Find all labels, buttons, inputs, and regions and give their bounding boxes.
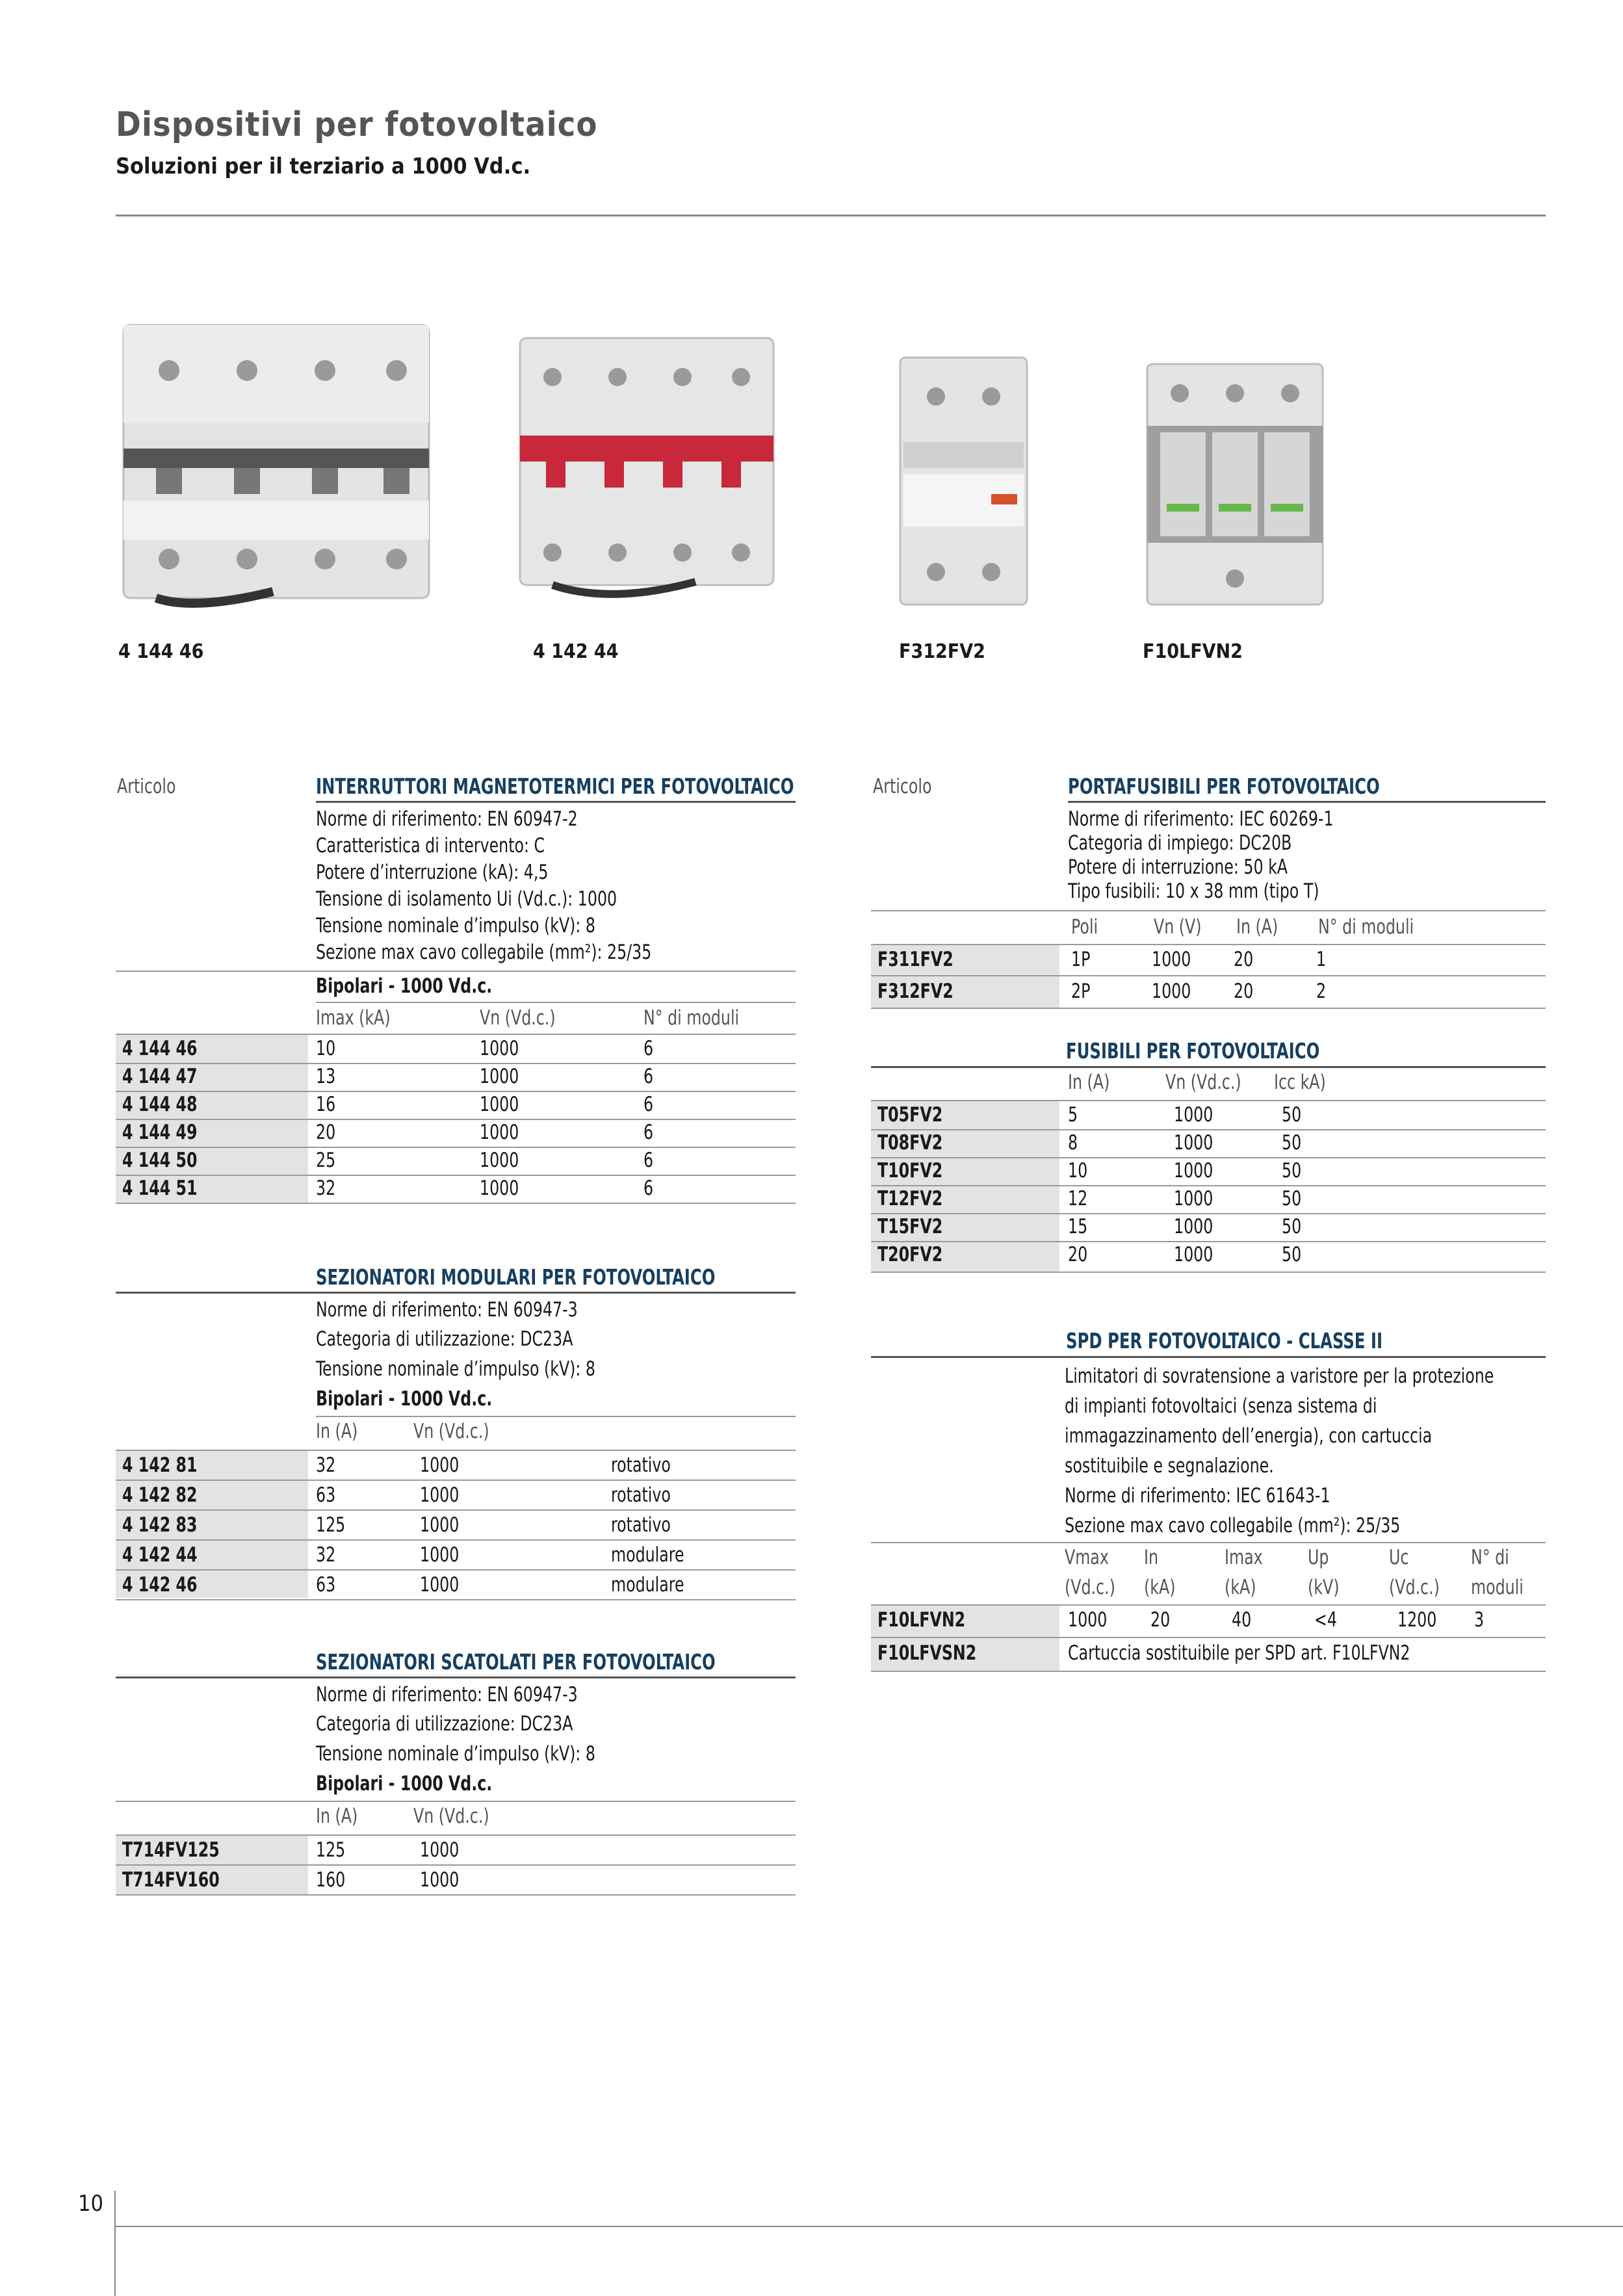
table-cell: 1000 xyxy=(420,1513,460,1537)
section-underline xyxy=(1068,801,1546,803)
column-header: moduli xyxy=(1471,1576,1524,1599)
table-cell: Cartuccia sostituibile per SPD art. F10LFVN2 xyxy=(1068,1641,1410,1665)
table-cell: 1000 xyxy=(1152,980,1191,1003)
article-code: F10LFVSN2 xyxy=(877,1641,977,1665)
row-divider xyxy=(116,1175,796,1176)
table-cell: 125 xyxy=(316,1513,346,1537)
table-cell: 16 xyxy=(316,1093,336,1116)
column-header: (kV) xyxy=(1308,1576,1340,1599)
table-cell: 5 xyxy=(1068,1103,1078,1127)
row-divider xyxy=(871,910,1546,911)
column-header: Vn (Vd.c.) xyxy=(413,1420,489,1443)
article-code: F311FV2 xyxy=(877,948,954,971)
table-cell: 1000 xyxy=(1174,1103,1214,1127)
table-cell: 13 xyxy=(316,1065,336,1088)
article-code: T15FV2 xyxy=(877,1215,943,1238)
column-header: Poli xyxy=(1071,915,1098,939)
spec-line: Norme di riferimento: EN 60947-3 xyxy=(316,1683,578,1706)
row-divider xyxy=(316,1002,796,1003)
row-divider xyxy=(116,1063,796,1064)
row-divider xyxy=(116,1119,796,1120)
table-cell: 160 xyxy=(316,1868,346,1892)
group-label: Bipolari - 1000 Vd.c. xyxy=(316,974,493,998)
section-title-portafusibili: PORTAFUSIBILI PER FOTOVOLTAICO xyxy=(1068,774,1380,799)
section-underline xyxy=(871,1356,1546,1358)
column-header: Vn (Vd.c.) xyxy=(1165,1071,1241,1094)
table-cell: 12 xyxy=(1068,1187,1088,1210)
table-cell: 1000 xyxy=(420,1483,460,1507)
spec-line: Categoria di utilizzazione: DC23A xyxy=(316,1712,573,1736)
table-cell: 50 xyxy=(1282,1243,1302,1266)
table-cell: 1000 xyxy=(420,1454,460,1477)
column-header: In (A) xyxy=(1236,915,1279,939)
product-image-fuse-holder xyxy=(894,345,1033,611)
product-caption: 4 144 46 xyxy=(118,640,204,663)
article-code: T12FV2 xyxy=(877,1187,943,1210)
column-header: In xyxy=(1144,1546,1159,1569)
section-underline xyxy=(871,1066,1546,1068)
article-code: T714FV160 xyxy=(122,1868,220,1892)
product-image-4-pole-breaker xyxy=(117,306,435,618)
table-cell: 1000 xyxy=(420,1543,460,1567)
table-cell: modulare xyxy=(611,1543,684,1567)
page-subtitle: Soluzioni per il terziario a 1000 Vd.c. xyxy=(116,153,531,179)
table-cell: 40 xyxy=(1232,1608,1252,1632)
column-header: N° di moduli xyxy=(643,1006,740,1030)
section-underline xyxy=(116,1676,796,1678)
row-divider xyxy=(871,1272,1546,1273)
row-divider xyxy=(116,1091,796,1092)
section-underline xyxy=(316,801,796,803)
description-line: Sezione max cavo collegabile (mm²): 25/35 xyxy=(1065,1514,1401,1537)
group-label: Bipolari - 1000 Vd.c. xyxy=(316,1772,493,1795)
table-cell: 20 xyxy=(1234,948,1254,971)
table-cell: 1P xyxy=(1071,948,1091,971)
articolo-label: Articolo xyxy=(117,775,176,798)
table-cell: 32 xyxy=(316,1454,336,1477)
articolo-label: Articolo xyxy=(873,775,932,798)
article-code: 4 142 46 xyxy=(122,1573,198,1597)
table-cell: 15 xyxy=(1068,1215,1088,1238)
section-title-sezionatori-scatolati: SEZIONATORI SCATOLATI PER FOTOVOLTAICO xyxy=(316,1649,716,1675)
table-cell: 20 xyxy=(1150,1608,1171,1632)
table-cell: 1000 xyxy=(480,1065,519,1088)
row-divider xyxy=(116,1539,796,1541)
article-code: 4 142 82 xyxy=(122,1483,198,1507)
table-cell: modulare xyxy=(611,1573,684,1597)
spec-line: Norme di riferimento: EN 60947-2 xyxy=(316,807,578,831)
spec-line: Tipo fusibili: 10 x 38 mm (tipo T) xyxy=(1068,880,1319,903)
row-divider xyxy=(116,1480,796,1481)
article-code: 4 142 44 xyxy=(122,1543,198,1567)
column-header: Vn (Vd.c.) xyxy=(480,1006,556,1030)
page-number: 10 xyxy=(78,2191,103,2217)
table-cell: 25 xyxy=(316,1149,336,1172)
table-cell: 6 xyxy=(643,1149,654,1172)
table-cell: 20 xyxy=(1068,1243,1088,1266)
table-cell: 1000 xyxy=(480,1121,519,1144)
description-line: sostituibile e segnalazione. xyxy=(1065,1454,1274,1478)
spec-line: Norme di riferimento: IEC 60269-1 xyxy=(1068,807,1334,831)
column-header: Vmax xyxy=(1065,1546,1109,1569)
article-code: T08FV2 xyxy=(877,1131,943,1155)
spec-line: Categoria di utilizzazione: DC23A xyxy=(316,1327,573,1351)
table-cell: 20 xyxy=(1234,980,1254,1003)
column-header: Uc xyxy=(1389,1546,1409,1569)
page-title: Dispositivi per fotovoltaico xyxy=(116,105,598,144)
article-code: 4 144 50 xyxy=(122,1149,198,1172)
table-cell: 1000 xyxy=(420,1838,460,1862)
description-line: Norme di riferimento: IEC 61643-1 xyxy=(1065,1484,1331,1507)
table-cell: 32 xyxy=(316,1177,336,1200)
table-cell: 1000 xyxy=(1174,1187,1214,1210)
row-divider xyxy=(871,975,1546,976)
article-code: 4 144 46 xyxy=(122,1037,198,1060)
table-cell: 1000 xyxy=(480,1037,519,1060)
article-code: 4 144 47 xyxy=(122,1065,198,1088)
table-cell: 6 xyxy=(643,1093,654,1116)
table-cell: 125 xyxy=(316,1838,346,1862)
table-cell: 50 xyxy=(1282,1159,1302,1182)
table-cell: 20 xyxy=(316,1121,336,1144)
spec-line: Potere d’interruzione (kA): 4,5 xyxy=(316,861,549,884)
column-header: Imax xyxy=(1225,1546,1263,1569)
footer-divider-horizontal xyxy=(114,2226,1623,2227)
spec-line: Categoria di impiego: DC20B xyxy=(1068,831,1292,855)
row-divider xyxy=(116,1509,796,1511)
table-cell: 6 xyxy=(643,1121,654,1144)
table-cell: 8 xyxy=(1068,1131,1078,1155)
row-divider xyxy=(871,1008,1546,1009)
spec-line: Tensione nominale d’impulso (kV): 8 xyxy=(316,1742,596,1766)
section-title-fusibili: FUSIBILI PER FOTOVOLTAICO xyxy=(1066,1038,1320,1063)
row-divider xyxy=(871,1185,1546,1186)
table-cell: 50 xyxy=(1282,1215,1302,1238)
table-cell: rotativo xyxy=(611,1483,671,1507)
column-header: Vn (V) xyxy=(1154,915,1202,939)
table-cell: 63 xyxy=(316,1573,336,1597)
row-divider xyxy=(871,1671,1546,1672)
column-header: In (A) xyxy=(1068,1071,1110,1094)
row-divider xyxy=(116,1894,796,1896)
spec-line: Tensione nominale d’impulso (kV): 8 xyxy=(316,1357,596,1381)
column-header: Icc kA) xyxy=(1274,1071,1326,1094)
column-header: Up xyxy=(1308,1546,1329,1569)
table-cell: 1000 xyxy=(420,1573,460,1597)
table-cell: 50 xyxy=(1282,1187,1302,1210)
table-cell: 63 xyxy=(316,1483,336,1507)
article-code: 4 142 81 xyxy=(122,1454,198,1477)
table-cell: 50 xyxy=(1282,1103,1302,1127)
column-header: N° di xyxy=(1471,1546,1509,1569)
article-code: T10FV2 xyxy=(877,1159,943,1182)
row-divider xyxy=(871,1241,1546,1242)
group-label: Bipolari - 1000 Vd.c. xyxy=(316,1387,493,1411)
table-cell: 1000 xyxy=(1068,1608,1108,1632)
product-caption: 4 142 44 xyxy=(533,640,619,663)
table-cell: 1 xyxy=(1316,948,1327,971)
row-divider xyxy=(116,1864,796,1866)
row-divider xyxy=(871,1637,1546,1638)
table-cell: 1000 xyxy=(1152,948,1191,971)
spec-line: Tensione nominale d’impulso (kV): 8 xyxy=(316,914,596,937)
spec-line: Tensione di isolamento Ui (Vd.c.): 1000 xyxy=(316,887,617,911)
table-cell: <4 xyxy=(1314,1608,1337,1632)
column-header: In (A) xyxy=(316,1805,358,1828)
row-divider xyxy=(871,1129,1546,1130)
column-header: (kA) xyxy=(1225,1576,1256,1599)
product-caption: F312FV2 xyxy=(899,640,985,663)
table-cell: 1000 xyxy=(480,1177,519,1200)
table-cell: 50 xyxy=(1282,1131,1302,1155)
table-cell: 3 xyxy=(1474,1608,1485,1632)
section-title-sezionatori-modulari: SEZIONATORI MODULARI PER FOTOVOLTAICO xyxy=(316,1264,716,1290)
column-header: N° di moduli xyxy=(1318,915,1414,939)
description-line: immagazzinamento dell’energia), con cartuccia xyxy=(1065,1424,1433,1448)
column-header: (Vd.c.) xyxy=(1389,1576,1440,1599)
article-code: F10LFVN2 xyxy=(877,1608,966,1632)
table-cell: 1000 xyxy=(1174,1159,1214,1182)
column-header: Vn (Vd.c.) xyxy=(413,1805,489,1828)
table-cell: 1000 xyxy=(1174,1131,1214,1155)
row-divider xyxy=(116,1147,796,1148)
row-divider xyxy=(116,1569,796,1571)
table-cell: 2 xyxy=(1316,980,1327,1003)
spec-line: Caratteristica di intervento: C xyxy=(316,834,545,857)
column-header: (Vd.c.) xyxy=(1065,1576,1115,1599)
spec-line: Sezione max cavo collegabile (mm²): 25/35 xyxy=(316,941,652,964)
article-code: T05FV2 xyxy=(877,1103,943,1127)
column-header: Imax (kA) xyxy=(316,1006,391,1030)
table-cell: 10 xyxy=(316,1037,336,1060)
spec-line: Potere di interruzione: 50 kA xyxy=(1068,855,1288,879)
row-divider xyxy=(871,1157,1546,1158)
article-code: 4 142 83 xyxy=(122,1513,198,1537)
table-cell: 1000 xyxy=(1174,1243,1214,1266)
table-cell: 6 xyxy=(643,1065,654,1088)
row-divider xyxy=(116,1599,796,1600)
table-cell: rotativo xyxy=(611,1454,671,1477)
section-title-spd: SPD PER FOTOVOLTAICO - CLASSE II xyxy=(1066,1328,1383,1353)
article-code: T714FV125 xyxy=(122,1838,220,1862)
description-line: di impianti fotovoltaici (senza sistema di xyxy=(1065,1394,1377,1418)
row-divider xyxy=(116,971,796,972)
table-cell: 6 xyxy=(643,1037,654,1060)
article-code: 4 144 48 xyxy=(122,1093,198,1116)
row-divider xyxy=(871,1213,1546,1214)
product-image-spd xyxy=(1141,354,1329,611)
article-code: T20FV2 xyxy=(877,1243,943,1266)
table-cell: 10 xyxy=(1068,1159,1088,1182)
row-divider xyxy=(116,1801,796,1802)
table-cell: 1000 xyxy=(1174,1215,1214,1238)
table-cell: 1000 xyxy=(420,1868,460,1892)
footer-divider-vertical xyxy=(114,2191,116,2296)
row-divider xyxy=(116,1203,796,1204)
row-divider xyxy=(871,1542,1546,1543)
column-header: (kA) xyxy=(1144,1576,1176,1599)
section-title-magnetotermici: INTERRUTTORI MAGNETOTERMICI PER FOTOVOLTAICO xyxy=(316,774,794,799)
description-line: Limitatori di sovratensione a varistore per la protezione xyxy=(1065,1364,1494,1388)
table-cell: 6 xyxy=(643,1177,654,1200)
article-code: 4 144 49 xyxy=(122,1121,198,1144)
table-cell: 32 xyxy=(316,1543,336,1567)
column-header: In (A) xyxy=(316,1420,358,1443)
header-divider xyxy=(116,215,1546,216)
section-underline xyxy=(116,1292,796,1294)
table-cell: 1000 xyxy=(480,1149,519,1172)
spec-line: Norme di riferimento: EN 60947-3 xyxy=(316,1298,578,1322)
table-cell: rotativo xyxy=(611,1513,671,1537)
article-code: F312FV2 xyxy=(877,980,954,1003)
table-cell: 1200 xyxy=(1397,1608,1437,1632)
table-cell: 1000 xyxy=(480,1093,519,1116)
product-caption: F10LFVN2 xyxy=(1143,640,1243,663)
product-image-modular-disconnector xyxy=(513,325,780,605)
table-cell: 2P xyxy=(1071,980,1091,1003)
row-divider xyxy=(316,1416,796,1417)
article-code: 4 144 51 xyxy=(122,1177,198,1200)
